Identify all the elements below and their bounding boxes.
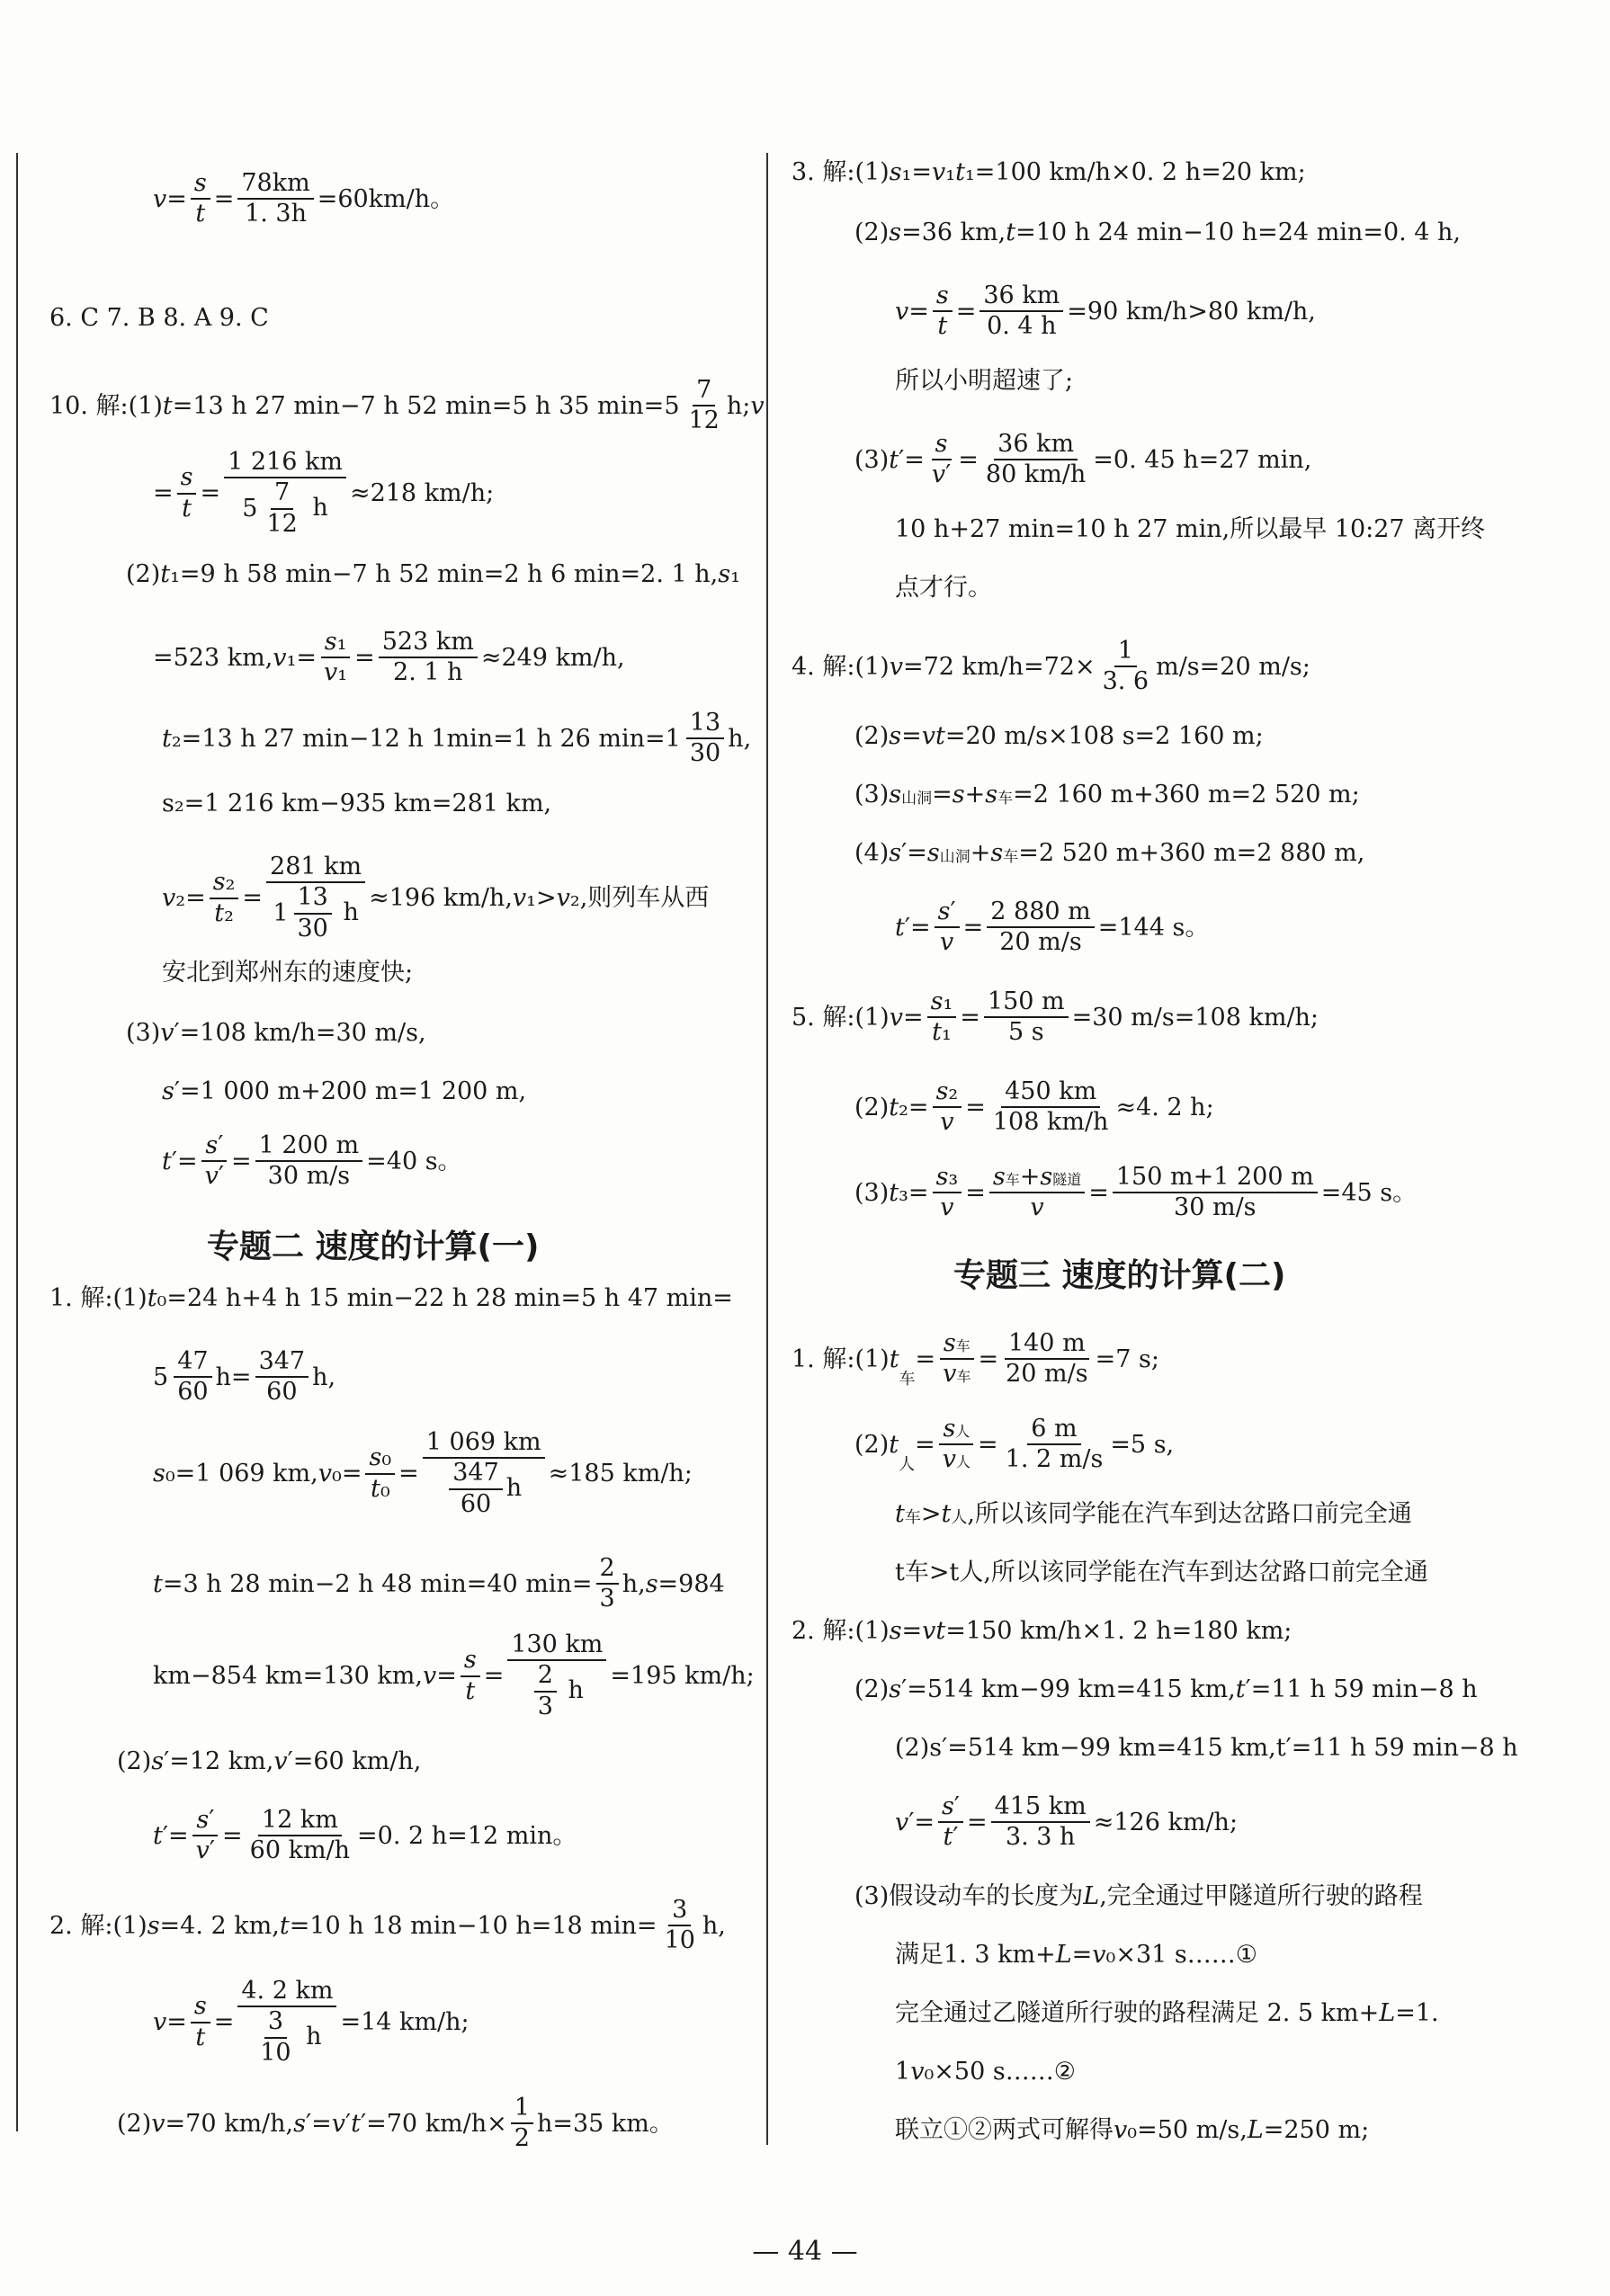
q5-line2: (2) t ₂= $\frac{\text{s₂}}{v}$ = $\frac{450 km}{108 km/h}$ ≈4. 2 h;	[854, 1077, 1214, 1137]
q3-line4: 所以小明超速了;	[895, 367, 1074, 395]
q5-line1: 5. 解:(1) v = $\frac{\text{s₁}}{\text{t₁}}$ = $\frac{150 m}{5 s}$ =30 m/s=108 km/h;	[792, 987, 1319, 1047]
s3-q2-line9: 联立①②两式可解得 v ₀=50 m/s, L =250 m;	[895, 2116, 1370, 2144]
s3-q2-line2: (2) s ′=514 km−99 km=415 km, t ′=11 h 59 min−8 h	[854, 1675, 1478, 1703]
q4-line1: 4. 解:(1) v =72 km/h=72× $\frac{1}{3. 6}$ m/s=20 m/s;	[792, 637, 1310, 696]
q5-line3: (3) t ₃= $\frac{\text{s₃}}{v}$ = $\frac{\text{s车+s隧道}}{v}$ = $\frac{150 m+1 200 m}{30 m/s}$ =45 s。	[854, 1163, 1418, 1222]
q4-line2: (2) s = vt =20 m/s×108 s=2 160 m;	[854, 722, 1264, 750]
s3-q1-line2: (2) t 人 = $\frac{\text{s人}}{\text{v人}}$ = $\frac{6 m}{1. 2 m/s}$ =5 s,	[854, 1415, 1175, 1474]
q10-line10: s ′=1 000 m+200 m=1 200 m,	[162, 1077, 527, 1105]
s2-q2-line1: 2. 解:(1) s =4. 2 km, t =10 h 18 min−10 h=18 min= $\frac{3}{10}$ h,	[49, 1896, 726, 1955]
s3-q2-line4: v ′= $\frac{s'}{t'}$ = $\frac{415 km}{3. 3 h}$ ≈126 km/h;	[895, 1792, 1239, 1852]
q3-line3: v = $\frac{s}{t}$ = $\frac{36 km}{0. 4 h}$ =90 km/h>80 km/h,	[895, 281, 1316, 341]
choice-answers: 6. C 7. B 8. A 9. C	[49, 304, 269, 332]
q4-line3: (3) s 山洞 = s + s 车 =2 160 m+360 m=2 520 m;	[854, 781, 1360, 809]
s3-q2-line3: (2)s′=514 km−99 km=415 km,t′=11 h 59 min−8 h	[895, 1734, 1518, 1762]
s2-q1-line5: km−854 km=130 km, v = $\frac{s}{t}$ = 130 km $\frac{2}{3}$ h =195 km/h;	[153, 1630, 755, 1720]
q4-line4: (4) s ′= s 山洞 + s 车 =2 520 m+360 m=2 880 m,	[854, 839, 1365, 867]
s2-q2-line2: v = $\frac{s}{t}$ = 4. 2 km $\frac{3}{10}$ h =14 km/h;	[153, 1977, 470, 2067]
q10-line8: 安北到郑州东的速度快;	[162, 959, 414, 987]
q3-line6: 10 h+27 min=10 h 27 min,所以最早 10:27 离开终	[895, 515, 1486, 543]
q10-line2: = $\frac{s}{t}$ = 1 216 km 5 $\frac{7}{12}$ h ≈218 km/h;	[153, 448, 495, 538]
s2-q1-line1: 1. 解:(1) t ₀=24 h+4 h 15 min−22 h 28 min=5 h 47 min=	[49, 1284, 733, 1312]
q4-line5: t ′= $\frac{s'}{v}$ = $\frac{2 880 m}{20 m/s}$ =144 s。	[895, 898, 1210, 957]
left-margin-rule	[16, 153, 18, 2131]
s3-q1-line3: t 车 > t 人 ,所以该同学能在汽车到达岔路口前完全通	[895, 1500, 1412, 1528]
q10-line11: t ′= $\frac{s'}{v'}$ = $\frac{1 200 m}{30 m/s}$ =40 s。	[162, 1131, 462, 1191]
q3-line1: 3. 解:(1) s ₁= v ₁ t ₁=100 km/h×0. 2 h=20 km;	[792, 158, 1306, 186]
q10-line1: 10. 解:(1) t =13 h 27 min−7 h 52 min=5 h 35 min= 5 $\frac{7}{12}$ h; v	[49, 376, 765, 435]
s3-q2-line7: 完全通过乙隧道所行驶的路程满足 2. 5 km+ L =1.	[895, 1999, 1439, 2027]
s2-q1-line2: 5 $\frac{47}{60}$ h= $\frac{347}{60}$ h,	[153, 1347, 336, 1407]
s3-q2-line6: 满足1. 3 km+ L = v ₀×31 s……①	[895, 1941, 1257, 1969]
q10-line4: =523 km, v ₁= $\frac{\text{s₁}}{\text{v₁}}$ = $\frac{523 km}{2. 1 h}$ ≈249 km/h,	[153, 628, 625, 687]
q10-line3: (2) t ₁=9 h 58 min−7 h 52 min=2 h 6 min=2. 1 h, s ₁	[126, 560, 740, 588]
q3-line5: (3) t ′= $\frac{s}{v'}$ = $\frac{36 km}{80 km/h}$ =0. 45 h=27 min,	[854, 430, 1312, 489]
s2-q1-line6: (2) s ′=12 km, v ′=60 km/h,	[117, 1747, 422, 1775]
s3-q1-line1: 1. 解:(1) t 车 = $\frac{\text{s车}}{\text{v车}}$ = $\frac{140 m}{20 m/s}$ =7 s;	[792, 1329, 1159, 1389]
s3-q2-line1: 2. 解:(1) s = vt =150 km/h×1. 2 h=180 km;	[792, 1617, 1292, 1645]
s2-q2-line3: (2) v =70 km/h, s ′= v ′ t ′=70 km/h× $\frac{1}{2}$ h=35 km。	[117, 2094, 674, 2153]
page-number: — 44 —	[752, 2236, 858, 2267]
s2-q1-line7: t ′= $\frac{s'}{v'}$ = $\frac{12 km}{60 km/h}$ =0. 2 h=12 min。	[153, 1806, 577, 1865]
s2-q1-line4: t =3 h 28 min−2 h 48 min=40 min= $\frac{2}{3}$ h, s =984	[153, 1554, 725, 1613]
q10-line6: s₂=1 216 km−935 km=281 km,	[162, 790, 552, 817]
q10-line5: t ₂=13 h 27 min−12 h 1min=1 h 26 min= 1 $\frac{13}{30}$ h,	[162, 709, 752, 768]
eq-line: v = $\frac{s}{t}$ = $\frac{78km}{1. 3h}$ =60km/h。	[153, 169, 455, 228]
section-heading-2: 专题二 速度的计算(一)	[207, 1228, 540, 1265]
s3-q2-line8: 1 v ₀×50 s……②	[895, 2058, 1076, 2086]
q10-line9: (3) v ′=108 km/h=30 m/s,	[126, 1019, 426, 1047]
q3-line2: (2) s =36 km, t =10 h 24 min−10 h=24 min=0. 4 h,	[854, 219, 1462, 246]
s3-q1-line4: t车>t人,所以该同学能在汽车到达岔路口前完全通	[895, 1559, 1428, 1586]
s2-q1-line3: s ₀=1 069 km, v ₀= $\frac{\text{s₀}}{\text{t₀}}$ = 1 069 km $\frac{347}{60}$ h ≈185 km/h;	[153, 1428, 693, 1518]
s3-q2-line5: (3)假设动车的长度为 L ,完全通过甲隧道所行驶的路程	[854, 1882, 1423, 1910]
column-divider	[766, 153, 768, 2145]
q3-line7: 点才行。	[895, 574, 992, 602]
section-heading-3: 专题三 速度的计算(二)	[953, 1257, 1286, 1294]
q10-line7: v ₂= $\frac{\text{s₂}}{\text{t₂}}$ = 281 km 1 $\frac{13}{30}$ h ≈196 km/h, v ₁> v ₂,则列车从西	[162, 853, 710, 943]
